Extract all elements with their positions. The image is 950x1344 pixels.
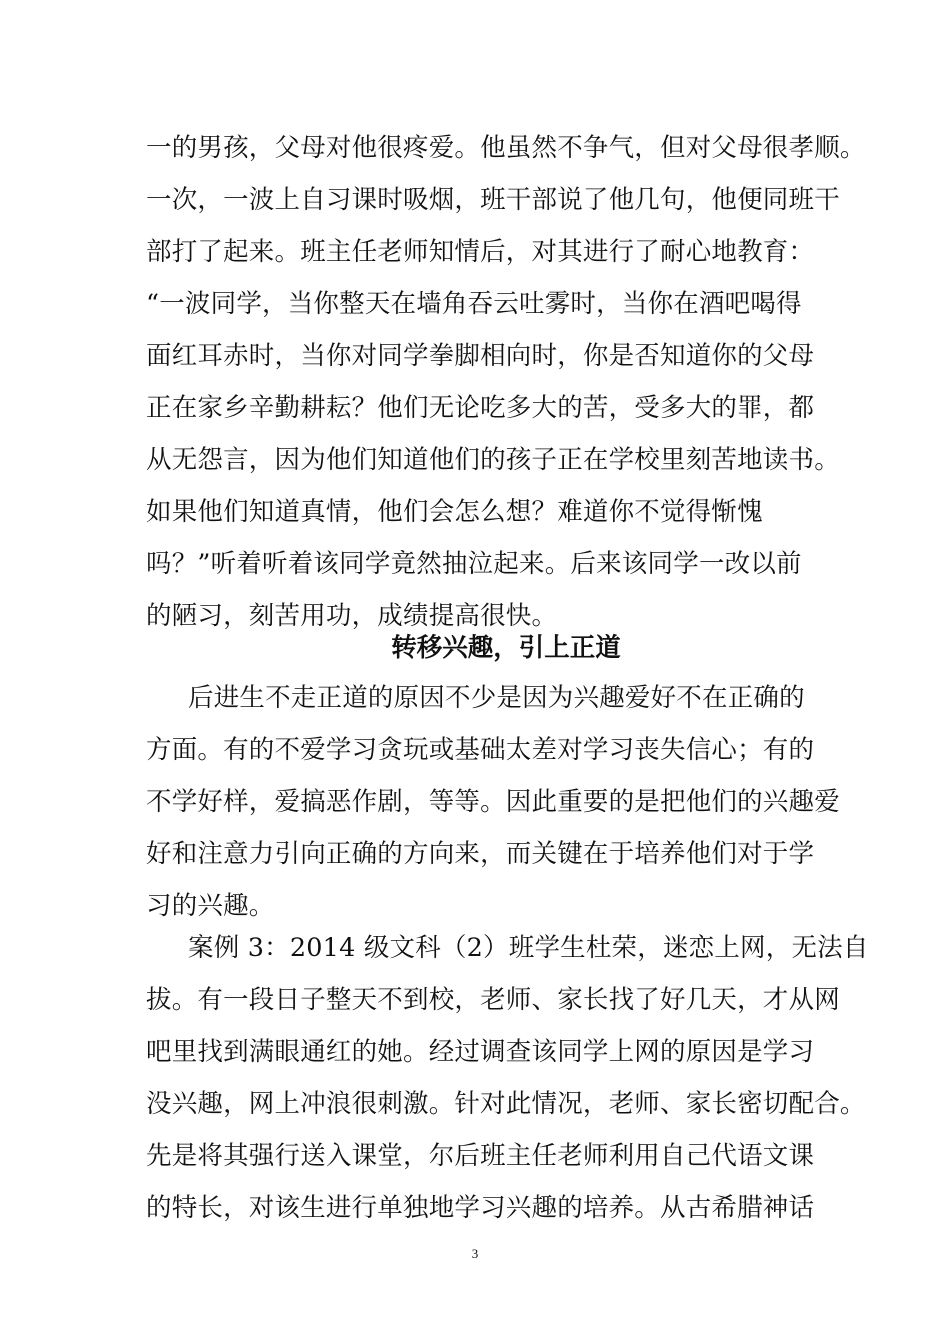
paragraph-case-2-continued <box>146 122 866 642</box>
paragraph-interest <box>146 672 840 932</box>
paragraph-line: 拔。有一段日子整天不到校，老师、家长找了好几天，才从网 <box>146 985 840 1015</box>
paragraph-line: 部打了起来。班主任老师知情后，对其进行了耐心地教育： <box>146 237 815 267</box>
paragraph-line: 一次，一波上自习课时吸烟，班干部说了他几句，他便同班干 <box>146 185 840 215</box>
paragraph-line: 从无怨言，因为他们知道他们的孩子正在学校里刻苦地读书。 <box>146 445 840 475</box>
paragraph-line: 案例 3：2014 级文科（2）班学生杜荣，迷恋上网，无法自 <box>188 933 869 963</box>
paragraph-line: 不学好样，爱搞恶作剧，等等。因此重要的是把他们的兴趣爱 <box>146 787 840 817</box>
paragraph-line: 面红耳赤时，当你对同学拳脚相向时，你是否知道你的父母 <box>146 341 815 371</box>
paragraph-line: 方面。有的不爱学习贪玩或基础太差对学习丧失信心；有的 <box>146 735 815 765</box>
paragraph-line: 吗？”听着听着该同学竟然抽泣起来。后来该同学一改以前 <box>146 549 802 579</box>
paragraph-line: 习的兴趣。 <box>146 891 275 921</box>
paragraph-line: 一的男孩，父母对他很疼爱。他虽然不争气，但对父母很孝顺。 <box>146 133 866 163</box>
paragraph-line: 先是将其强行送入课堂，尔后班主任老师利用自己代语文课 <box>146 1141 815 1171</box>
paragraph-line: 的特长，对该生进行单独地学习兴趣的培养。从古希腊神话 <box>146 1193 815 1223</box>
section-heading: 转移兴趣，引上正道 <box>391 633 621 663</box>
section-heading-block <box>146 620 826 676</box>
paragraph-line: 吧里找到满眼通红的她。经过调查该同学上网的原因是学习 <box>146 1037 815 1067</box>
paragraph-line: 正在家乡辛勤耕耘？他们无论吃多大的苦，受多大的罪，都 <box>146 393 815 423</box>
paragraph-line: 好和注意力引向正确的方向来，而关键在于培养他们对于学 <box>146 839 815 869</box>
paragraph-line: 后进生不走正道的原因不少是因为兴趣爱好不在正确的 <box>188 683 805 713</box>
paragraph-line: 没兴趣，网上冲浪很刺激。针对此情况，老师、家长密切配合。 <box>146 1089 866 1119</box>
paragraph-line: 如果他们知道真情，他们会怎么想？难道你不觉得惭愧 <box>146 497 763 527</box>
paragraph-line: “一波同学，当你整天在墙角吞云吐雾时，当你在酒吧喝得 <box>146 289 802 319</box>
page-number: 3 <box>471 1246 479 1261</box>
paragraph-line: 的陋习，刻苦用功，成绩提高很快。 <box>146 601 558 631</box>
paragraph-case-3 <box>146 922 869 1234</box>
